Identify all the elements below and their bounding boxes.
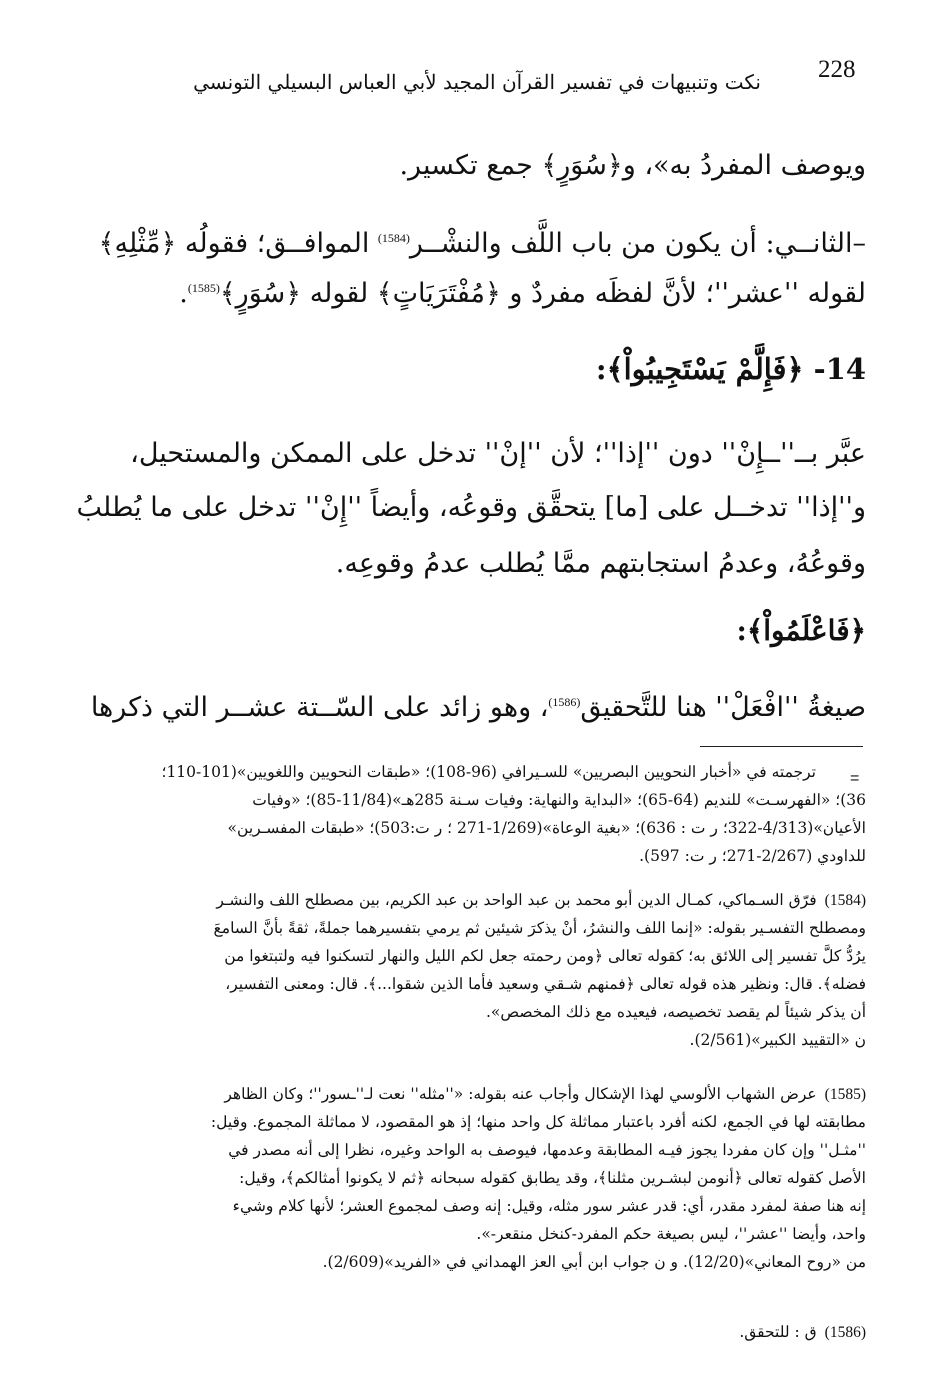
footnote-line (76, 886, 866, 914)
page-number: 228 (818, 56, 856, 83)
footnote-number: (1586) (824, 1324, 866, 1341)
footnote-line: فضله﴾. قال: ونظير هذه قوله تعالى ﴿فمنهم شـقي وسعيد فأما الذين شقوا...﴾. قال: ومعنى التفسير، (225, 975, 866, 993)
main-text-line: و''إذا'' تدخــل على [ما] يتحقَّق وقوعُه، وأيضاً ''إِنْ'' تدخل على ما يُطلبُ (76, 492, 866, 523)
text-segment: . (179, 278, 188, 309)
footnote-line: من «روح المعاني»(12/20). و ن جواب ابن أبي العز الهمداني في «الفريد»(2/609). (322, 1253, 866, 1271)
text-segment: لقوله ''عشر''؛ لأنَّ لفظَه مفردٌ و ﴿مُفْتَرَيَاتٍ﴾ لقوله ﴿سُوَرٍ﴾ (219, 278, 866, 309)
text-segment: صيغةُ ''افْعَلْ'' هنا للتَّحقيق (580, 692, 866, 723)
footnote-1585 (76, 1080, 866, 1276)
footnote-line: الأصل كقوله تعالى ﴿أنومن لبشـرين مثلنا﴾، وقد يطابق كقوله سبحانه ﴿ثم لا يكونوا أمثالكم﴾، وقيل: (239, 1169, 866, 1187)
text-segment: ، وهو زائد على السّــتة عشــر التي ذكرها (90, 692, 549, 723)
text-segment: –الثانــي: أن يكون من باب اللَّف والنشْــر (409, 228, 866, 259)
footnote-line: ترجمته في «أخبار النحويين البصريين» للسـيرافي (96-108)؛ «طبقات النحويين واللغويين»(101-110؛ (161, 763, 816, 781)
footnote-number: (1585) (824, 1086, 866, 1103)
footnote-line: يرُدُّ كلَّ تفسير إلى اللائق به؛ كقوله تعالى ﴿ومن رحمته جعل لكم الليل والنهار لتسكنوا فيه ولتبتغوا من (224, 947, 866, 965)
footnote-1586 (76, 1318, 866, 1346)
footnote-line: للداودي (2/267-271؛ ر ت: 597). (639, 847, 866, 865)
footnote-line: ن «التقييد الكبير»(2/561). (689, 1031, 866, 1049)
footnote-reference: (1584) (377, 231, 410, 245)
footnote-line: الأعيان»(4/313-322؛ ر ت : 636)؛ «بغية الوعاة»(1/269-271 ؛ ر ت:503)؛ «طبقات المفسـرين» (227, 819, 866, 837)
footnote-line: إنه هنا صفة لمفرد مقدر، أي: قدر عشر سور مثله، وقيل: إنه وصف لمجموع العشر؛ لأنها كلام وشيء (232, 1197, 866, 1215)
footnote-reference: (1586) (548, 695, 581, 709)
main-text-line: ويوصف المفردُ به»، و﴿سُوَرٍ﴾ جمع تكسير. (399, 150, 866, 181)
footnote-reference: (1585) (187, 281, 220, 295)
footnote-line: ''مثـل'' وإن كان مفردا يجوز فيـه المطابقة وعدمها، فيوصف به الواحد وغيره، نظرا إلى أنه مصدر في (228, 1141, 866, 1159)
footnote-text: عرض الشهاب الألوسي لهذا الإشكال وأجاب عنه بقوله: «''مثله'' نعت لـ''ـسور''؛ وكان الظاهر (224, 1085, 817, 1103)
footnote-1584 (76, 886, 866, 1054)
footnote-number: (1584) (824, 892, 866, 909)
running-title: نكت وتنبيهات في تفسير القرآن المجيد لأبي العباس البسيلي التونسي (193, 70, 761, 94)
footnote-line (76, 1318, 866, 1346)
section-heading: 14- ﴿فَإِلَّمْ يَسْتَجِيبُواْ﴾: (595, 352, 866, 386)
footnote-line: 36)؛ «الفهرسـت» للنديم (64-65)؛ «البداية والنهاية: وفيات سـنة 285هـ»(11/84-85)؛ «وفيات (252, 791, 866, 809)
footnote-separator (700, 746, 863, 747)
footnote-line: ومصطلح التفسـير بقوله: «إنما اللف والنشرُ، أنْ يذكرَ شيئين ثم يرمي بتفسيرهما جملةً، ثقةً بأنَّ السامعَ (213, 919, 866, 937)
main-text-line (76, 692, 866, 723)
main-text-line: وقوعُهُ، وعدمُ استجابتهم ممَّا يُطلب عدمُ وقوعِه. (335, 548, 866, 579)
footnote-line: واحد، وأيضا ''عشر''، ليس بصيغة حكم المفرد-كنخل منقعر-». (476, 1225, 866, 1243)
footnote-text: ق : للتحقق. (739, 1323, 817, 1341)
footnote-continuation (76, 758, 866, 870)
sub-heading: ﴿فَاعْلَمُواْ﴾: (736, 614, 866, 647)
footnote-text: فرّق السـماكي، كمـال الدين أبو محمد بن عبد الواحد بن عبد الكريم، بين مصطلح اللف والنشـر (216, 891, 817, 909)
continuation-mark: = (850, 770, 860, 787)
footnote-line: أن يذكر شيئاً لم يقصد تخصيصه، فيعيده مع ذلك المخصص». (485, 1003, 866, 1021)
main-text-line (76, 278, 866, 309)
main-text-line (76, 228, 866, 259)
main-text-line: عبَّر بــ''ــإِنْ'' دون ''إذا''؛ لأن ''إنْ'' تدخل على الممكن والمستحيل، (130, 438, 866, 469)
text-segment: الموافــق؛ فقولُه ﴿مِّثْلِهِ﴾ (98, 228, 378, 259)
footnote-line (76, 1080, 866, 1108)
footnote-line: مطابقته لها في الجمع، لكنه أفرد باعتبار مماثلة كل واحد منها؛ إذ هو المقصود، لا مماثلة المجموع. وقيل: (210, 1113, 866, 1131)
